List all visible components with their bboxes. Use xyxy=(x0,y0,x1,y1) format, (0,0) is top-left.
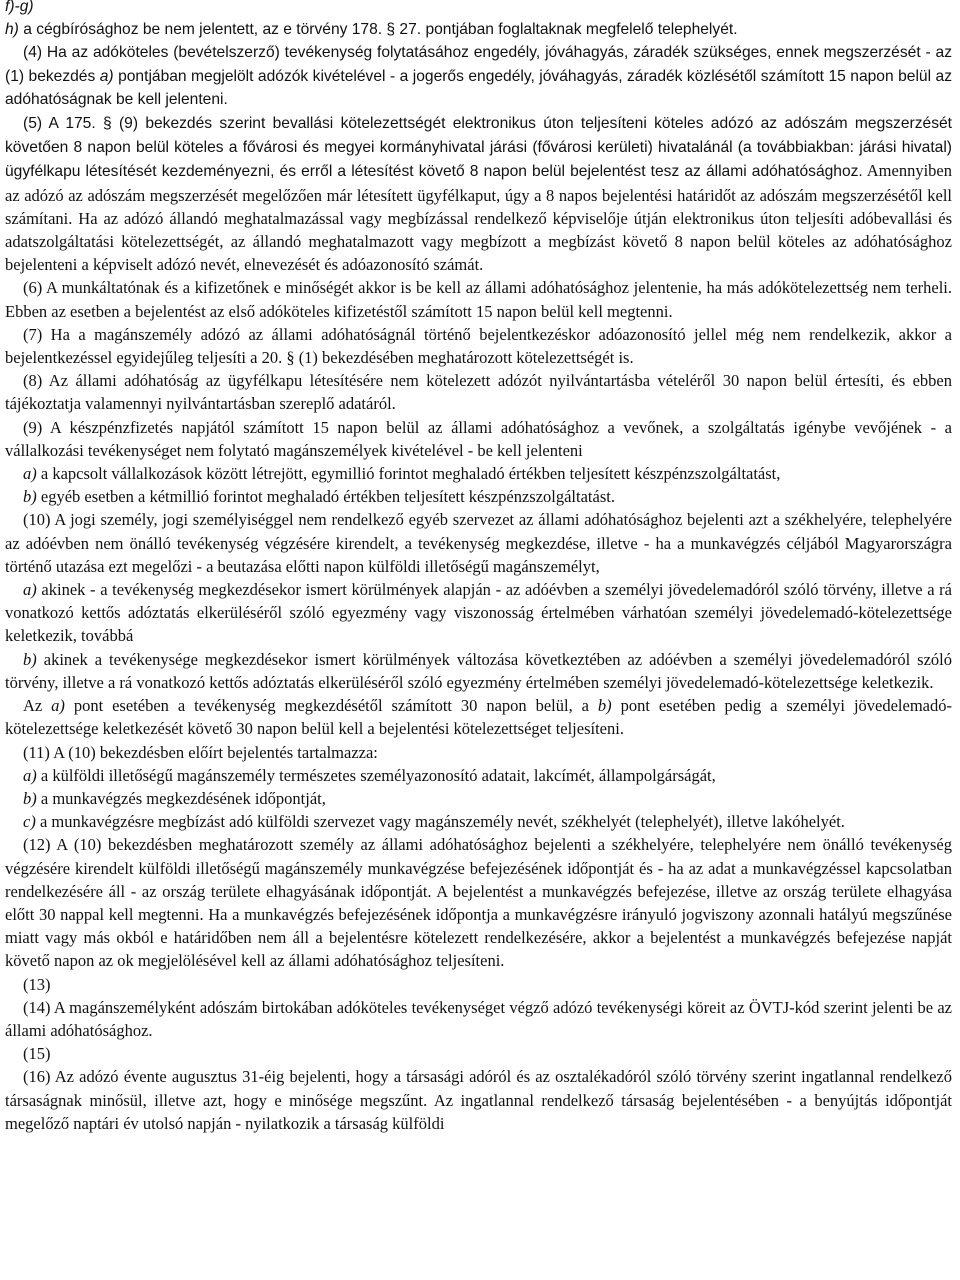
paragraph-9-a xyxy=(5,462,952,485)
paragraph-11-b xyxy=(5,787,952,810)
paragraph-10-b xyxy=(5,648,952,694)
item-label: b) xyxy=(597,696,612,716)
paragraph-14: (14) A magánszemélyként adószám birtokában adóköteles tevékenységet végző adózó tevékenységi köreit az ÖVTJ-kód szerint jelenti be az állami adóhatósághoz. xyxy=(5,997,952,1040)
paragraph-15: (15) xyxy=(23,1044,51,1064)
text: egyéb esetben a kétmillió forintot meghaladó értékben teljesített készpénzszolgáltatást. xyxy=(36,487,615,507)
item-label: b) xyxy=(23,788,37,808)
paragraph-11-c xyxy=(5,810,952,833)
text: pontjában megjelölt adózók kivételével - a jogerős engedély, jóváhagyás, záradék közlésétől számított 15 napon belül az adóhatóságnak be kell jelenteni. xyxy=(5,67,952,108)
text: (5) A 175. § (9) bekezdés szerint bevallási kötelezettségét elektronikus úton teljesíteni köteles adózó az adószám megszerzését követően 8 napon belül köteles a fővárosi és megyei kormányhivatal járási (fővárosi kerületi) hivatalánál (a továbbiakban: járási hivatal) ügyfélkapu létesítését kezdeményezni, és erről a létesítést követő 8 napon belül bejelentést tesz az állami adóhatósághoz. xyxy=(5,115,952,181)
paragraph-4 xyxy=(5,41,952,111)
text: akinek - a tevékenység megkezdésekor ismert körülmények alapján - az adóévben a személyi jövedelemadóról szóló törvény, illetve a rá vonatkozó kettős adóztatás elkerüléséről szóló egyezmény vagy viszonosság értelmében várhatóan személyi jövedelemadó-kötelezettsége keletkezik, továbbá xyxy=(5,580,952,646)
paragraph-10-closing xyxy=(5,694,952,740)
item-label: f)-g) xyxy=(5,0,34,15)
item-label: a) xyxy=(99,67,114,85)
item-label: h) xyxy=(5,21,19,39)
paragraph-10: (10) A jogi személy, jogi személyiséggel nem rendelkező egyéb szervezet az állami adóhatósághoz bejelenti azt a székhelyére, telephelyére az adóévben nem önálló tevékenység végzésére kirendelt, a tevékenység megkezdése, illetve - ha a munkavégzés céljából Magyarországra történő utazása ezt megelőzi - a beutazása előtti napon külföldi illetőségű magánszemélyt, xyxy=(5,510,952,576)
paragraph-9: (9) A készpénzfizetés napjától számított 15 napon belül az állami adóhatósághoz a vevőnek, a szolgáltatás igénybe vevőjének - a vállalkozási tevékenységet nem folytató magánszemélyek kivételével - be kell jelenteni xyxy=(5,417,952,460)
text: a munkavégzésre megbízást adó külföldi szervezet vagy magánszemély nevét, székhelyét (telephelyét), illetve lakóhelyét. xyxy=(35,812,845,832)
paragraph-16: (16) Az adózó évente augusztus 31-éig bejelenti, hogy a társasági adóról és az osztalékadóról szóló törvény szerint ingatlannal rendelkező társaságnak minősül, illetve azt, hogy e minősége megszűnt. Az ingatlannal rendelkező társaság bejelentésében - a benyújtás időpontját megelőző naptári év utolsó napján - nyilatkozik a társaság külföldi xyxy=(5,1067,952,1133)
item-label: a) xyxy=(51,696,65,716)
text: Az xyxy=(23,696,52,716)
text: a munkavégzés megkezdésének időpontját, xyxy=(36,788,326,808)
text: Amennyiben az adózó az adószám megszerzését megelőzően már létesített ügyfélkaput, úgy a 8 napos bejelentési határidőt az adószám megszerzésétől kell számítani. Ha az adózó állandó meghatalmazással vagy megbízással rendelkező képviselője útján elektronikus úton teljesíti adóbevallási és adatszolgáltatási kötelezettségét, az állandó meghatalmazott vagy megbízott a megbízást követő 8 napon belül köteles az adóhatósághoz bejelenteni a képviselt adózó nevét, elnevezését és adóazonosító számát. xyxy=(5,161,952,275)
paragraph-9-b xyxy=(5,485,952,508)
item-label: a) xyxy=(23,464,37,484)
text: akinek a tevékenysége megkezdésekor ismert körülmények változása következtében az adóévben a személyi jövedelemadóról szóló törvény, illetve a rá vonatkozó kettős adóztatás elkerüléséről szóló egyezmény értelmében személyi jövedelemadó-kötelezettsége keletkezik. xyxy=(5,649,952,692)
item-h xyxy=(5,18,952,41)
text: pont esetében pedig a személyi jövedelemadó-kötelezettsége keletkezését követő 30 napon belül kell a bejelentési kötelezettséget teljesíteni. xyxy=(5,696,952,739)
item-label: b) xyxy=(23,649,37,669)
text: a külföldi illetőségű magánszemély természetes személyazonosító adatait, lakcímét, állampolgárságát, xyxy=(36,765,716,785)
item-label: b) xyxy=(23,487,37,507)
paragraph-8: (8) Az állami adóhatóság az ügyfélkapu létesítésére nem kötelezett adózót nyilvántartásba vételéről 30 napon belül értesíti, és ebben tájékoztatja valamennyi nyilvántartásban szereplő adatáról. xyxy=(5,371,952,414)
text: a kapcsolt vállalkozások között létrejött, egymillió forintot meghaladó értékben teljesített készpénzszolgáltatást, xyxy=(36,464,781,484)
paragraph-13: (13) xyxy=(23,974,51,994)
item-f-g xyxy=(5,0,952,18)
paragraph-11: (11) A (10) bekezdésben előírt bejelentés tartalmazza: xyxy=(23,742,378,762)
paragraph-12: (12) A (10) bekezdésben meghatározott személy az állami adóhatósághoz bejelenti a székhelyére, telephelyére nem önálló tevékenység végzésére kirendelt külföldi illetőségű magánszemély munkavégzése befejezésének időpontját és - ha az adat a munkavégzéssel kapcsolatban rendelkezésére áll - az ország területe elhagyásának időpontját. A bejelentést a munkavégzés befejezése, illetve az ország területe elhagyása előtt 30 nappal kell megtenni. Ha a munkavégzés befejezésének időpontja a munkavégzésre irányuló jogviszony azonnali hatályú megszűnése miatt vagy más okból e határidőben nem áll a bejelentésre kötelezett rendelkezésére, akkor a bejelentést a munkavégzés befejezése napját követő napon az ok megjelölésével kell az állami adóhatósághoz teljesíteni. xyxy=(5,835,952,971)
item-text: a cégbírósághoz be nem jelentett, az e törvény 178. § 27. pontjában foglaltaknak megfelelő telephelyét. xyxy=(18,21,738,39)
item-label: a) xyxy=(23,580,37,600)
item-label: c) xyxy=(23,812,36,832)
paragraph-10-a xyxy=(5,578,952,648)
paragraph-6: (6) A munkáltatónak és a kifizetőnek e minőségét akkor is be kell az állami adóhatósághoz jelentenie, ha más adókötelezettség nem terheli. Ebben az esetben a bejelentést az első adóköteles kifizetéstől számított 15 napon belül kell megtenni. xyxy=(5,278,952,321)
paragraph-5 xyxy=(5,111,952,276)
paragraph-7: (7) Ha a magánszemély adózó az állami adóhatóságnál történő bejelentkezéskor adóazonosító jellel még nem rendelkezik, akkor a bejelentkezéssel egyidejűleg teljesíti a 20. § (1) bekezdésében meghatározott kötelezettségét is. xyxy=(5,324,952,368)
paragraph-11-a xyxy=(5,764,952,787)
item-label: a) xyxy=(23,765,37,785)
text: pont esetében a tevékenység megkezdésétől számított 30 napon belül, a xyxy=(64,696,598,716)
text: (4) Ha az adóköteles (bevételszerző) tevékenység folytatásához engedély, jóváhagyás, záradék szükséges, ennek megszerzését - az (1) bekezdés xyxy=(5,44,952,85)
